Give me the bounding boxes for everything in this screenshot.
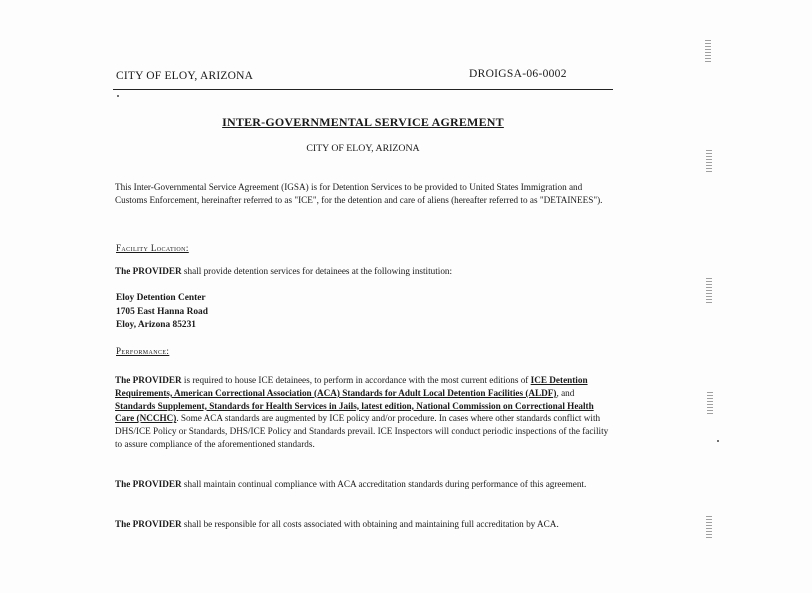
header-city: CITY OF ELOY, ARIZONA bbox=[116, 70, 254, 82]
scan-speck bbox=[117, 95, 119, 97]
provider-label: The PROVIDER bbox=[115, 479, 182, 489]
header-divider bbox=[113, 89, 613, 90]
document-title: INTER-GOVERNMENTAL SERVICE AGREMENT bbox=[222, 115, 504, 129]
performance-p2-text: shall maintain continual compliance with ACA accreditation standards during performance of this agreement. bbox=[181, 479, 587, 489]
facility-paragraph bbox=[115, 265, 613, 278]
facility-lead-text: shall provide detention services for detainees at the following institution: bbox=[181, 266, 453, 276]
scan-artifact bbox=[706, 516, 712, 540]
intro-paragraph: This Inter-Governmental Service Agreement (IGSA) is for Detention Services to be provided to United States Immigration and Customs Enforcement, hereinafter referred to as "ICE", for the detention and care of aliens (hereafter referred to as "DETAINEES"). bbox=[115, 182, 603, 205]
performance-text-b: , and bbox=[556, 387, 575, 398]
scan-speck bbox=[717, 440, 719, 442]
provider-label: The PROVIDER bbox=[115, 375, 182, 385]
facility-street: 1705 East Hanna Road bbox=[116, 306, 208, 317]
provider-label: The PROVIDER bbox=[115, 519, 182, 529]
performance-heading: Performance: bbox=[116, 346, 170, 356]
performance-paragraph-2 bbox=[115, 478, 613, 491]
standards-reference-2: Standards Supplement, Standards for Health Services in Jails, latest edition, National Commission on Correctional Health Care (NCCHC) bbox=[115, 400, 594, 424]
standards-reference-1: ICE Detention Requirements, American Correctional Association (ACA) Standards for Adult Local Detention Facilities (ALDF) bbox=[115, 375, 588, 398]
facility-name: Eloy Detention Center bbox=[116, 293, 206, 303]
document-number: DROIGSA-06-0002 bbox=[469, 68, 567, 80]
scan-artifact bbox=[706, 150, 712, 172]
provider-label: The PROVIDER bbox=[115, 266, 182, 276]
performance-text-a: is required to house ICE detainees, to perform in accordance with the most current editions of bbox=[181, 375, 531, 385]
facility-location-heading: Facility Location: bbox=[116, 243, 189, 253]
document-subtitle: CITY OF ELOY, ARIZONA bbox=[306, 143, 420, 154]
scan-artifact bbox=[705, 40, 711, 64]
scan-artifact bbox=[707, 392, 713, 414]
scan-artifact bbox=[706, 278, 712, 304]
performance-paragraph-3 bbox=[115, 518, 613, 531]
performance-p3-text: shall be responsible for all costs associated with obtaining and maintaining full accreditation by ACA. bbox=[181, 519, 559, 529]
performance-text-c: . Some ACA standards are augmented by ICE policy and/or procedure. In cases where other standards conflict with DHS/ICE Policy or Standards, DHS/ICE Policy and Standards prevail. ICE Inspectors will conduct periodic inspections of the facility to assure compliance of the aforementioned standards. bbox=[115, 413, 609, 449]
performance-paragraph-1 bbox=[115, 374, 613, 451]
facility-city: Eloy, Arizona 85231 bbox=[116, 320, 196, 331]
facility-address bbox=[116, 292, 208, 333]
